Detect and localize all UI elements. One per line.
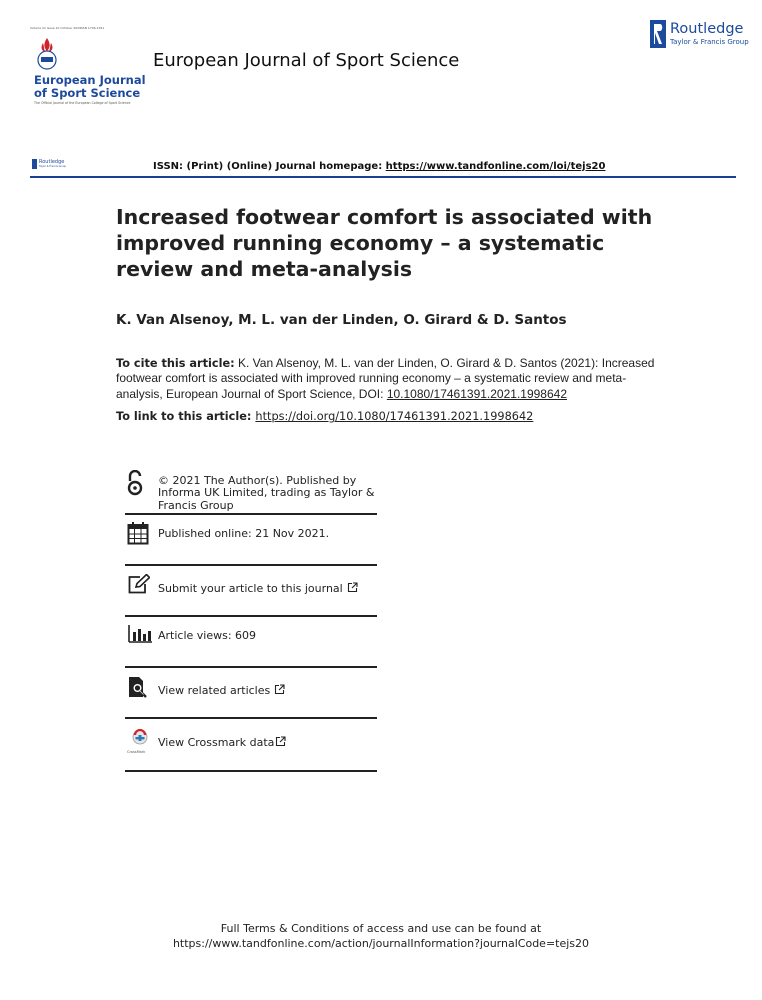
related-articles-row[interactable] [125,668,377,720]
external-link-icon [275,736,286,747]
routledge-logo [650,20,750,50]
document-search-icon [128,676,148,698]
journal-cover-thumbnail [30,26,146,112]
cover-volume-line: Volume 21 Issue 10 October 2021 [30,26,81,30]
article-title: Increased footwear comfort is associated with improved running economy – a systematic review and meta-analysis [116,205,653,281]
link-label: To link to this article: [116,410,252,423]
link-to-article [116,410,533,423]
small-publisher-subtitle: Taylor & Francis Group [39,165,66,168]
row-divider [125,615,377,617]
crossmark-badge-icon [127,729,153,749]
bar-chart-icon [128,625,152,643]
citation-block [116,356,656,402]
open-access-lock-icon [127,470,143,496]
article-doi-link[interactable]: https://doi.org/10.1080/17461391.2021.1998642 [255,410,534,423]
footer-terms-text: Full Terms & Conditions of access and use can be found at [220,922,542,935]
published-row [125,516,377,566]
open-access-row [125,466,377,516]
cite-text: K. Van Alsenoy, M. L. van der Linden, O. Girard & D. Santos (2021): Increased footwear comfort is associated with improved running economy – a systematic review and meta-analysis, European Journal of Sport Science, DOI: [116,356,655,401]
cover-title: European Journal of Sport Science [34,73,146,100]
publisher-name: Routledge [670,21,744,37]
issn-homepage-line [153,161,605,172]
external-link-icon [274,684,285,695]
crossmark-link[interactable]: View Crossmark data [158,736,286,749]
crossmark-badge-label: CrossMark [127,750,146,754]
journal-name: European Journal of Sport Science [153,50,460,71]
small-publisher-name: Routledge [39,159,65,165]
edit-icon [128,574,150,594]
article-views: Article views: 609 [158,629,257,642]
routledge-r-small-icon [32,159,37,169]
routledge-small-logo [32,159,72,171]
cite-label: To cite this article: [116,357,235,370]
article-authors: K. Van Alsenoy, M. L. van der Linden, O. Girard & D. Santos [116,312,567,328]
open-access-text: © 2021 The Author(s). Published by Informa UK Limited, trading as Taylor & Francis Group [158,474,375,512]
row-divider [125,513,377,515]
issn-label: ISSN: (Print) (Online) Journal homepage: [153,161,386,172]
ecss-logo-icon [34,36,60,70]
routledge-r-icon [650,20,666,48]
external-link-icon [347,582,358,593]
cover-issn-line: ISSN 1746-1391 [80,26,105,30]
cite-doi-link[interactable]: 10.1080/17461391.2021.1998642 [386,386,567,401]
published-date: Published online: 21 Nov 2021. [158,527,330,540]
crossmark-row[interactable] [125,720,377,773]
submit-article-link[interactable]: Submit your article to this journal [158,582,358,595]
publisher-subtitle: Taylor & Francis Group [670,38,749,46]
row-divider [125,770,377,772]
related-articles-link[interactable]: View related articles [158,684,285,697]
calendar-icon [127,521,149,545]
submit-article-row[interactable] [125,566,377,618]
cover-subtitle: The Official Journal of the European College of Sport Science [34,101,131,105]
row-divider [125,717,377,719]
header-divider [30,176,736,178]
footer [0,922,762,951]
footer-terms-link[interactable]: https://www.tandfonline.com/action/journalInformation?journalCode=tejs20 [172,936,590,950]
journal-homepage-link[interactable]: https://www.tandfonline.com/loi/tejs20 [385,161,606,172]
article-views-row [125,618,377,668]
